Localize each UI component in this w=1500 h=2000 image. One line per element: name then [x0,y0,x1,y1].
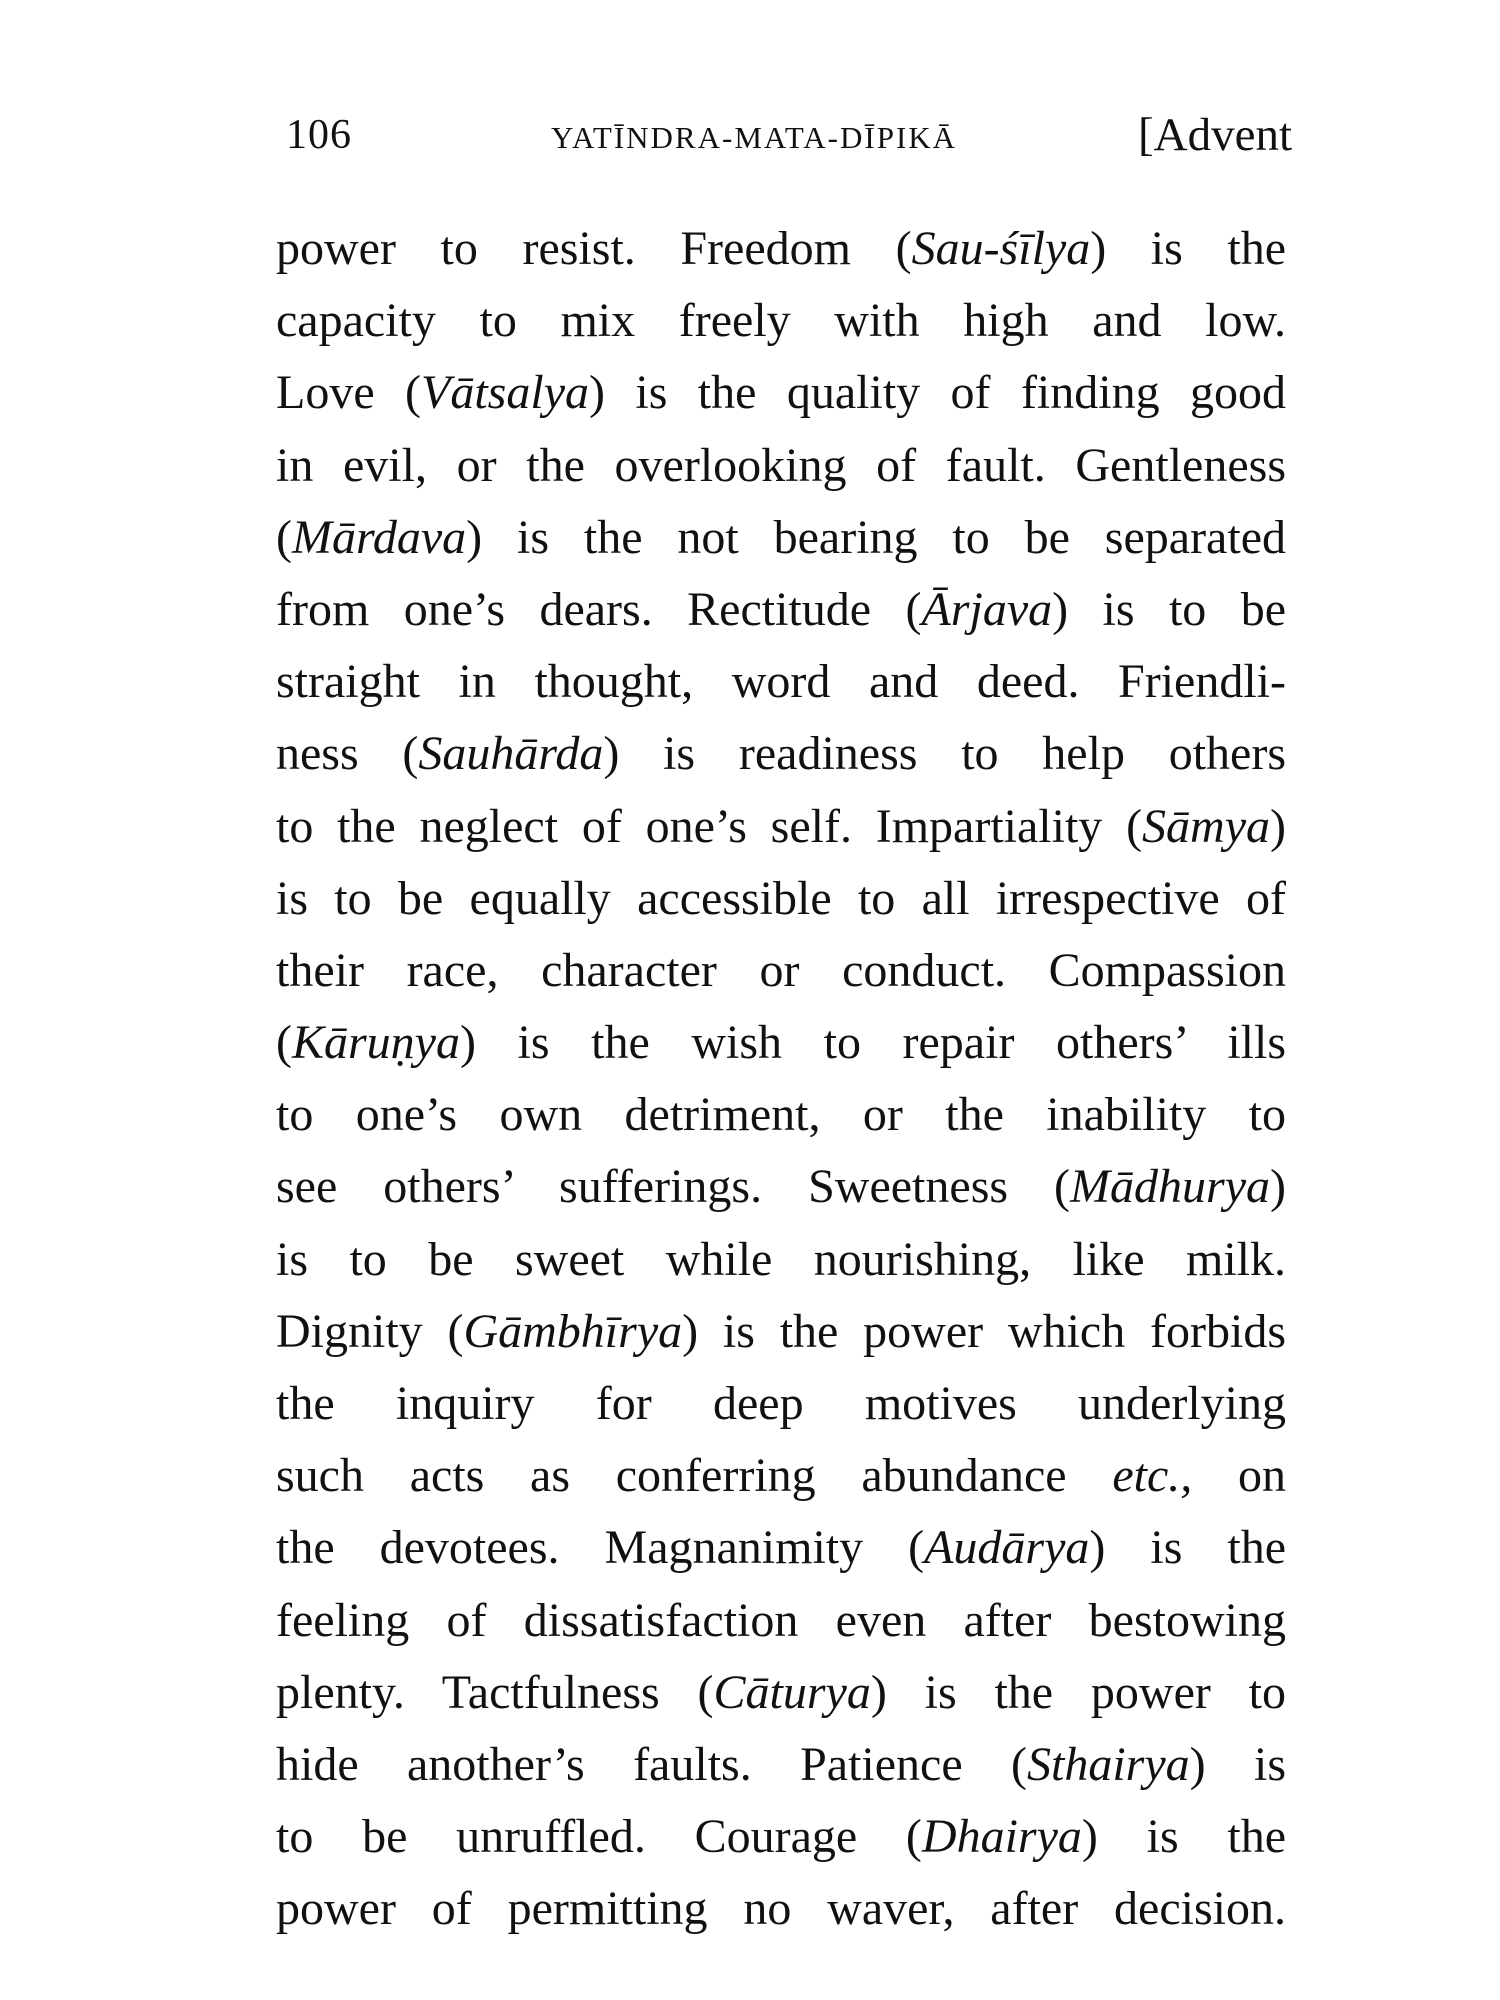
text-line [276,1512,1286,1584]
text-line [276,285,1286,357]
line-text: ) [1270,799,1286,853]
line-text: ( [276,510,292,564]
sanskrit-term: Dhairya [921,1810,1082,1864]
text-line [276,213,1286,285]
text-line [276,1801,1286,1873]
text-line [276,863,1286,935]
line-text: is to be equally accessible to all irrespective of [276,871,1286,925]
text-line [276,1296,1286,1368]
text-line [276,1873,1286,1945]
line-text: power to resist. Freedom ( [276,222,912,275]
text-line [276,935,1286,1007]
sanskrit-term: Kāruṇya [291,1016,460,1070]
line-text: ) is the not bearing to be separated [466,510,1286,564]
text-line [276,1079,1286,1151]
page-header [286,100,1292,180]
sanskrit-term: Cāturya [713,1665,871,1719]
line-text: their race, character or conduct. Compassion [276,943,1286,997]
line-text: ness ( [276,727,419,781]
line-text: to be unruffled. Courage ( [276,1810,922,1864]
page-number: 106 [286,112,352,158]
section-heading: [Advent [1137,109,1292,161]
line-text: on [1192,1449,1287,1503]
sanskrit-term: Vātsalya [421,366,589,420]
sanskrit-term: Audārya [924,1521,1090,1575]
line-text: to the neglect of one’s self. Impartiality ( [276,799,1143,853]
line-text: the inquiry for deep motives underlying [276,1377,1286,1430]
sanskrit-term: Gāmbhīrya [463,1304,683,1358]
body-text [276,213,1286,1946]
line-text: plenty. Tactfulness ( [276,1665,714,1719]
line-text: to one’s own detriment, or the inability to [276,1088,1286,1142]
line-text: ) is to be [1052,582,1287,636]
text-line [276,357,1286,429]
text-line [276,791,1286,863]
latin-abbreviation: etc., [1112,1449,1193,1503]
text-line [276,1657,1286,1729]
text-line [276,646,1286,718]
line-text: hide another’s faults. Patience ( [276,1737,1027,1791]
text-line [276,1007,1286,1079]
text-line [276,1224,1286,1296]
line-text: such acts as conferring abundance [276,1449,1113,1503]
sanskrit-term: Sauhārda [418,727,604,781]
line-text: Dignity ( [276,1304,464,1358]
text-line [276,1368,1286,1440]
line-text: the devotees. Magnanimity ( [276,1521,925,1575]
sanskrit-term: Mādhurya [1070,1160,1271,1214]
sanskrit-term: Ārjava [921,582,1053,636]
line-text: Love ( [276,366,422,420]
sanskrit-term: Sthairya [1027,1737,1190,1791]
line-text: see others’ sufferings. Sweetness ( [276,1160,1071,1214]
line-text: power of permitting no waver, after decision. [276,1882,1286,1936]
line-text: ) is the [1081,1810,1286,1864]
sanskrit-term: Mārdava [291,510,467,564]
line-text: ) is the wish to repair others’ ills [459,1016,1286,1070]
text-line [276,718,1286,790]
text-line [276,574,1286,646]
line-text: ) is readiness to help others [603,727,1287,781]
sanskrit-term: Sau-śīlya [911,222,1091,275]
text-line [276,430,1286,502]
line-text: feeling of dissatisfaction even after bestowing [276,1593,1286,1647]
line-text: straight in thought, word and deed. Friendli- [276,655,1286,709]
line-text: ) is the [1090,222,1287,275]
line-text: ) is the power which forbids [682,1304,1287,1358]
text-line [276,1440,1286,1512]
text-line [276,1151,1286,1223]
line-text: ) is the [1089,1521,1287,1575]
text-line [276,502,1286,574]
line-text: ) is the quality of finding good [589,366,1287,420]
line-text: capacity to mix freely with high and low. [276,294,1286,348]
text-line [276,1729,1286,1801]
line-text: is to be sweet while nourishing, like milk. [276,1232,1286,1286]
text-line [276,1585,1286,1657]
line-text: ( [276,1016,292,1070]
running-title: YATĪNDRA-MATA-DĪPIKĀ [551,120,958,155]
line-text: from one’s dears. Rectitude ( [276,582,922,636]
line-text: ) [1270,1160,1286,1214]
sanskrit-term: Sāmya [1142,799,1271,853]
line-text: ) is the power to [870,1665,1287,1719]
line-text: in evil, or the overlooking of fault. Gentleness [276,438,1286,492]
line-text: ) is [1189,1737,1287,1791]
